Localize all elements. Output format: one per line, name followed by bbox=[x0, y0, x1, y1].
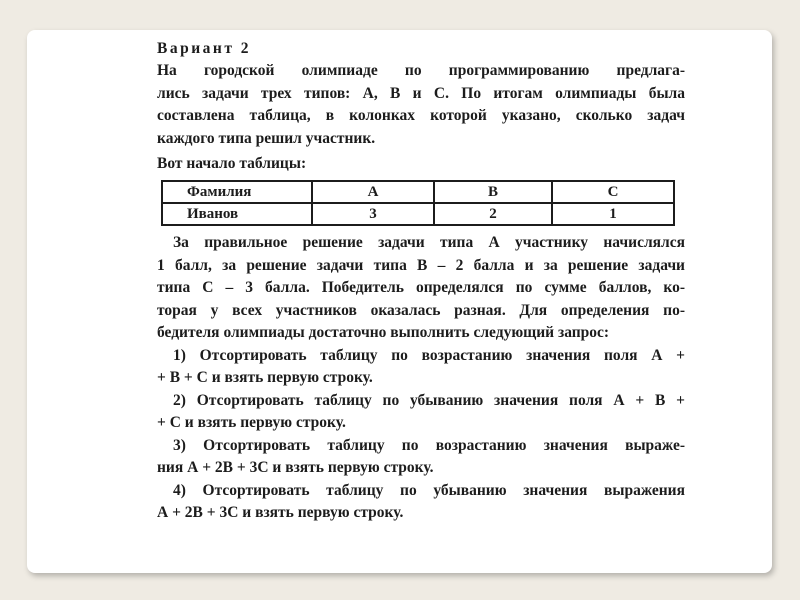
intro-line: лись задачи трех типов: А, В и С. По итогам олимпиады была bbox=[157, 84, 685, 102]
body-line: 1 балл, за решение задачи типа В – 2 балла и за решение задачи bbox=[157, 256, 685, 274]
table-header-row bbox=[162, 181, 674, 203]
body-line: торая у всех участников оказалась разная. Для определения по- bbox=[157, 301, 685, 319]
option-line: + В + С и взять первую строку. bbox=[157, 369, 373, 386]
slide-card bbox=[27, 30, 772, 573]
body-line: типа С – 3 балла. Победитель определялся по сумме баллов, ко- bbox=[157, 279, 685, 296]
option-line: 2) Отсортировать таблицу по убыванию значения поля А + В + bbox=[173, 391, 685, 409]
intro-line: каждого типа решил участник. bbox=[157, 129, 376, 147]
table-cell: 3 bbox=[312, 203, 434, 225]
table-header-cell: А bbox=[312, 181, 434, 203]
table-header-cell: Фамилия bbox=[162, 181, 312, 203]
option-line: 1) Отсортировать таблицу по возрастанию значения поля А + bbox=[173, 346, 685, 364]
intro-paragraph bbox=[157, 60, 685, 150]
answer-options bbox=[157, 345, 685, 525]
variant-heading: Вариант 2 bbox=[157, 40, 252, 57]
option-line: 3) Отсортировать таблицу по возрастанию значения выраже- bbox=[173, 436, 685, 454]
option-line: А + 2В + 3С и взять первую строку. bbox=[157, 504, 404, 521]
table-row bbox=[162, 203, 674, 225]
intro-line: составлена таблица, в колонках которой указано, сколько задач bbox=[157, 107, 685, 124]
table-cell: 2 bbox=[434, 203, 552, 225]
table-cell: 1 bbox=[552, 203, 674, 225]
table-header-cell: С bbox=[552, 181, 674, 203]
body-line: бедителя олимпиады достаточно выполнить следующий запрос: bbox=[157, 324, 610, 341]
document-page bbox=[157, 38, 685, 525]
option-line: + С и взять первую строку. bbox=[157, 414, 346, 431]
option-line: ния А + 2В + 3С и взять первую строку. bbox=[157, 459, 434, 476]
intro-line: На городской олимпиаде по программированию предлага- bbox=[157, 62, 685, 79]
results-table bbox=[161, 180, 675, 226]
table-cell: Иванов bbox=[162, 203, 312, 225]
option-line: 4) Отсортировать таблицу по убыванию значения выражения bbox=[173, 481, 685, 499]
table-header-cell: В bbox=[434, 181, 552, 203]
table-intro: Вот начало таблицы: bbox=[157, 155, 307, 172]
body-line: За правильное решение задачи типа А участнику начислялся bbox=[173, 234, 685, 251]
scoring-paragraph bbox=[157, 232, 685, 345]
